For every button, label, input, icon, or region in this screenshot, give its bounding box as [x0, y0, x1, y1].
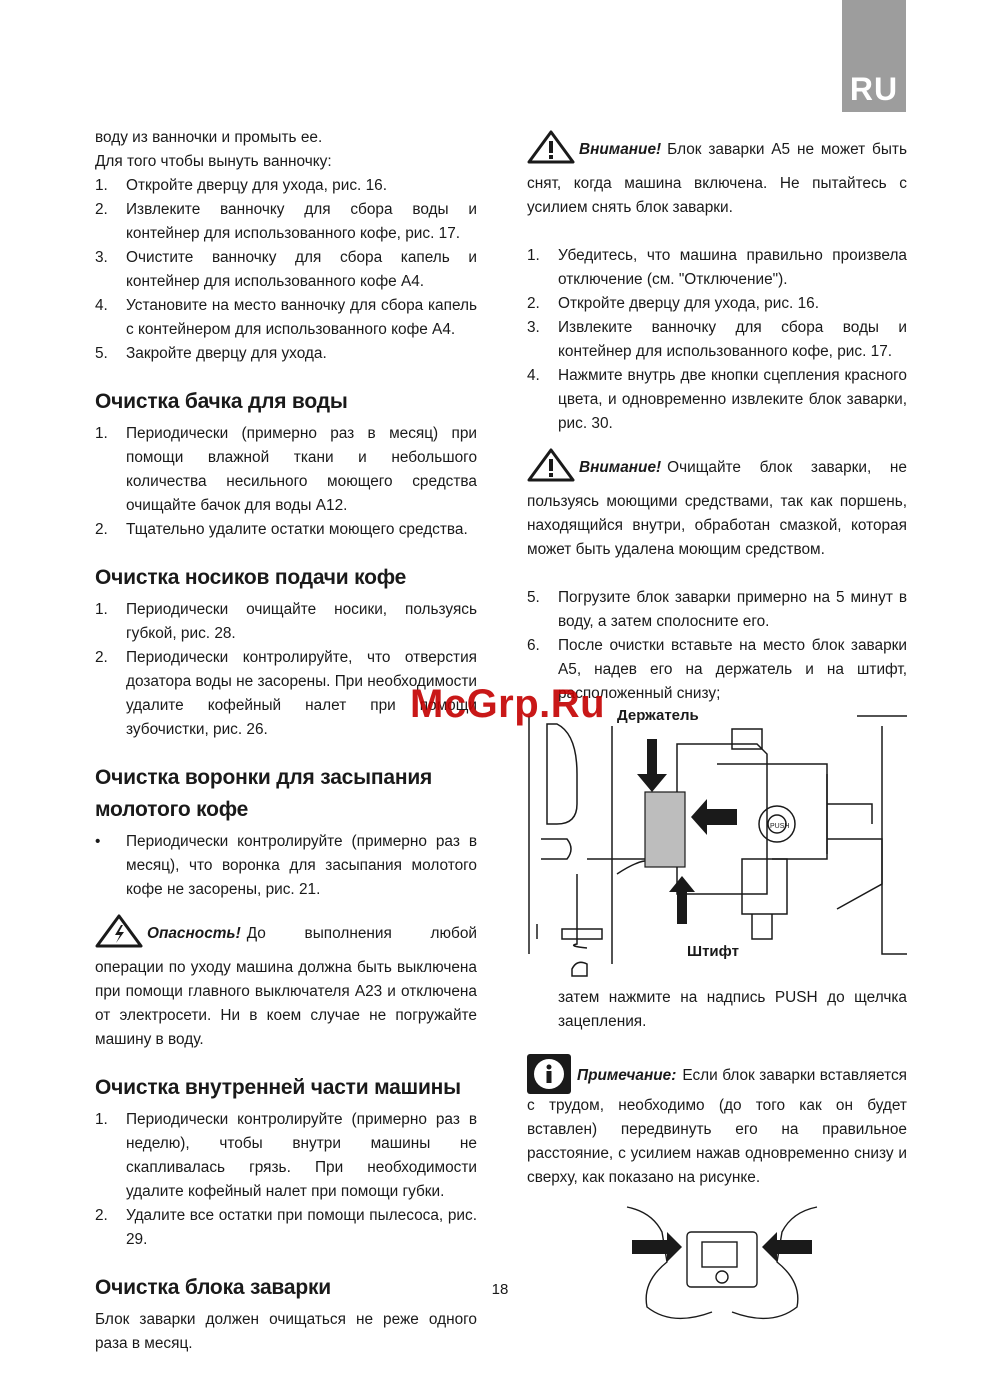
item-number: 2.: [95, 521, 108, 538]
language-tab: [842, 0, 906, 112]
item-text: Очистите ванночку для сбора капель и контейнер для использованного кофе A4.: [126, 249, 477, 290]
danger-text: До выполнения любой операции по уходу машина должна быть выключена при помощи главного выключателя A23 и отключена от электросети. Ни в коем случае не погружайте машину в воду.: [95, 925, 477, 1048]
list-item: [527, 292, 907, 316]
heading-brew-unit: Очистка блока заварки: [95, 1276, 331, 1299]
item-text: После очистки вставьте на место блок заварки A5, надев его на держатель и на штифт, расположенный снизу;: [558, 637, 907, 702]
item-number: 3.: [527, 319, 540, 336]
item-text: Закройте дверцу для ухода.: [126, 345, 327, 362]
warning-notice-2: [527, 448, 907, 562]
list-item: [527, 244, 907, 292]
list-item: [95, 830, 477, 902]
item-number: 1.: [95, 177, 108, 194]
list-item: [95, 246, 477, 294]
warning-text: Очищайте блок заварки, не пользуясь моющими средствами, так как поршень, находящийся внутри, обработан смазкой, которая может быть удалена моющим средством.: [527, 459, 907, 558]
item-text: Периодически (примерно раз в месяц) при помощи влажной ткани и небольшого количества несильного моющего средства очищайте бачок для воды A12.: [126, 425, 477, 514]
watermark: McGrp.Ru: [410, 682, 606, 726]
item-text: Периодически очищайте носики, пользуясь губкой, рис. 28.: [126, 601, 477, 642]
hands-pressing-illustration: [622, 1202, 822, 1332]
steps-remove-brew-unit: [527, 244, 907, 436]
note-title: Примечание:: [577, 1067, 677, 1084]
language-tab-label: RU: [849, 71, 899, 107]
steps-drip-tray: [95, 174, 477, 366]
warning-title: Внимание!: [579, 141, 662, 158]
electric-danger-icon: [95, 914, 143, 956]
warning-text: Блок заварки A5 не может быть снят, когда машина включена. Не пытайтесь с усилием снять блок заварки.: [527, 141, 907, 216]
item-number: 6.: [527, 637, 540, 654]
steps-water-tank: [95, 422, 477, 542]
item-text: Убедитесь, что машина правильно произвела отключение (см. "Отключение").: [558, 247, 907, 288]
right-column: [527, 126, 907, 1332]
list-item: [95, 342, 477, 366]
list-item: [95, 174, 477, 198]
hands-figure: [622, 1202, 822, 1332]
heading-machine-inside: Очистка внутренней части машины: [95, 1076, 461, 1099]
list-item: [95, 598, 477, 646]
warning-notice-1: [527, 130, 907, 220]
warning-icon: [527, 448, 575, 490]
list-item: [527, 316, 907, 364]
item-number: 5.: [527, 589, 540, 606]
item-number: 1.: [527, 247, 540, 264]
item-number: 1.: [95, 1111, 108, 1128]
list-item: [527, 364, 907, 436]
heading-coffee-spouts: Очистка носиков подачи кофе: [95, 566, 407, 589]
item-text: Удалите все остатки при помощи пылесоса, рис. 29.: [126, 1207, 477, 1248]
item-text: Откройте дверцу для ухода, рис. 16.: [126, 177, 387, 194]
pin-label: Штифт: [687, 943, 739, 960]
danger-title: Опасность!: [147, 925, 241, 942]
item-number: 5.: [95, 345, 108, 362]
steps-funnel: [95, 830, 477, 902]
item-number: 3.: [95, 249, 108, 266]
item-text: Периодически контролируйте, что отверстия дозатора воды не засорены. При необходимости удалите кофейный налет при помощи зубочистки, рис. 26.: [126, 649, 477, 738]
list-item: [95, 294, 477, 342]
list-item: [527, 586, 907, 634]
item-number: 2.: [95, 649, 108, 666]
item-number: 1.: [95, 601, 108, 618]
item-number: 2.: [527, 295, 540, 312]
page-number: 18: [491, 1281, 509, 1298]
item-number: 4.: [527, 367, 540, 384]
list-item: [95, 422, 477, 518]
intro-line-2: Для того чтобы вынуть ванночку:: [95, 153, 332, 170]
item-text: Нажмите внутрь две кнопки сцепления красного цвета, и одновременно извлеките блок заварки, рис. 30.: [558, 367, 907, 432]
item-text: Установите на место ванночку для сбора капель с контейнером для использованного кофе A4.: [126, 297, 477, 338]
list-item: [95, 1108, 477, 1204]
heading-funnel: Очистка воронки для засыпания молотого кофе: [95, 766, 433, 821]
item-number: 1.: [95, 425, 108, 442]
warning-title: Внимание!: [579, 459, 662, 476]
item-text: Извлеките ванночку для сбора воды и контейнер для использованного кофе, рис. 17.: [558, 319, 907, 360]
item-number: 2.: [95, 1207, 108, 1224]
info-icon: [527, 1054, 571, 1094]
after-figure-text: затем нажмите на надпись PUSH до щелчка зацепления.: [558, 989, 907, 1030]
note-text: Если блок заварки вставляется с трудом, необходимо (до того как он будет вставлен) передвинуть его на правильное расстояние, с усилием нажав одновременно снизу и сверху, как показано на рисунке.: [527, 1067, 907, 1186]
list-item: [95, 198, 477, 246]
warning-icon: [527, 130, 575, 172]
left-column: [95, 126, 477, 1356]
item-number: 4.: [95, 297, 108, 314]
intro-line-1: воду из ванночки и промыть ее.: [95, 129, 323, 146]
item-text: Откройте дверцу для ухода, рис. 16.: [558, 295, 819, 312]
heading-water-tank: Очистка бачка для воды: [95, 390, 348, 413]
list-item: [95, 518, 477, 542]
item-text: Тщательно удалите остатки моющего средства.: [126, 521, 468, 538]
push-label: PUSH: [770, 823, 790, 830]
brew-unit-text: Блок заварки должен очищаться не реже одного раза в месяц.: [95, 1311, 477, 1352]
holder-label: Держатель: [617, 707, 699, 724]
item-bullet: •: [95, 833, 101, 850]
item-text: Извлеките ванночку для сбора воды и контейнер для использованного кофе, рис. 17.: [126, 201, 477, 242]
danger-notice: [95, 914, 477, 1052]
item-text: Периодически контролируйте (примерно раз в месяц), что воронка для засыпания молотого кофе не засорены, рис. 21.: [126, 833, 477, 898]
item-number: 2.: [95, 201, 108, 218]
item-text: Периодически контролируйте (примерно раз в неделю), чтобы внутри машины не скапливалась грязь. При необходимости удалите кофейный налет при помощи губки.: [126, 1111, 477, 1200]
note-notice: [527, 1054, 907, 1190]
brew-unit-figure: [527, 707, 907, 990]
item-text: Погрузите блок заварки примерно на 5 минут в воду, а затем сполосните его.: [558, 589, 907, 630]
list-item: [95, 1204, 477, 1252]
steps-machine-inside: [95, 1108, 477, 1252]
